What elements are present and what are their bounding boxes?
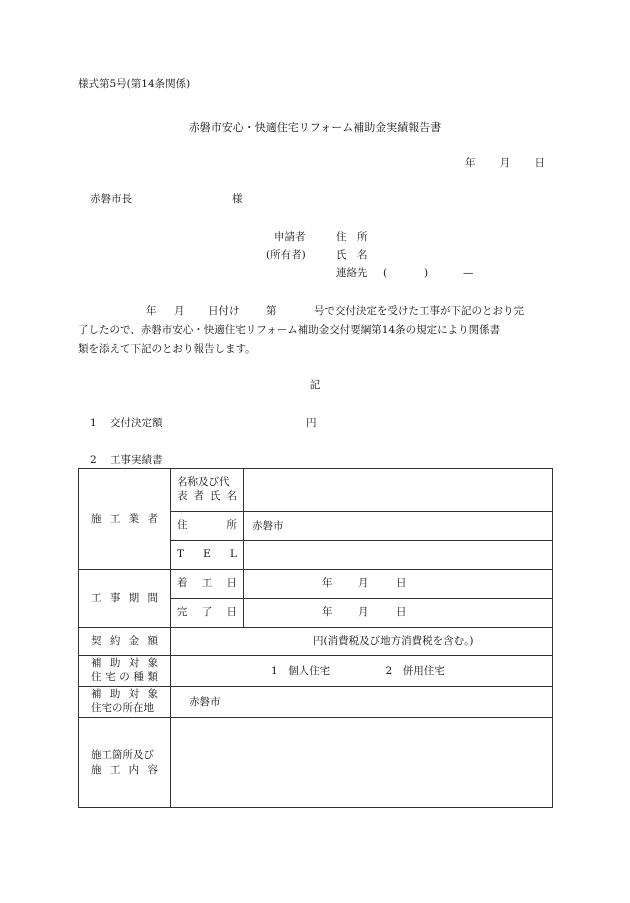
ki-mark: 記 bbox=[309, 379, 321, 391]
end-year: 年 bbox=[322, 606, 333, 618]
work-header-line2: 施 工 内 容 bbox=[91, 763, 158, 776]
address-value[interactable]: 赤磐市 bbox=[244, 512, 553, 541]
contact-dash: — bbox=[463, 267, 474, 279]
body-no: 第 bbox=[266, 305, 277, 317]
location-value[interactable]: 赤磐市 bbox=[171, 687, 553, 718]
tel-label-cell bbox=[171, 541, 244, 570]
rep-name-label-line1: 名称及び代 bbox=[177, 476, 230, 489]
applicant-address-label: 住 所 bbox=[336, 231, 368, 243]
contract-amount-value[interactable] bbox=[171, 628, 553, 656]
body-line3: 類を添えて下記のとおり報告します。 bbox=[78, 343, 256, 355]
item1-label: 交付決定額 bbox=[110, 417, 163, 429]
end-label: 完 了 日 bbox=[177, 606, 237, 619]
applicant-contact-label: 連絡先 bbox=[336, 267, 368, 279]
owner-label: (所有者) bbox=[266, 249, 306, 261]
document-title: 赤磐市安心・快適住宅リフォーム補助金実績報告書 bbox=[188, 121, 442, 134]
body-line2: 了したので、赤磐市安心・快適住宅リフォーム補助金交付要綱第14条の規定により関係書 bbox=[78, 324, 501, 336]
contractor-header: 施 工 業 者 bbox=[91, 512, 158, 525]
location-header-line1: 補 助 対 象 bbox=[91, 688, 158, 701]
date-month-label: 月 bbox=[499, 157, 511, 169]
contract-header-cell bbox=[79, 628, 171, 656]
applicant-name-label: 氏 名 bbox=[336, 249, 368, 261]
location-header-line2: 住宅の所在地 bbox=[91, 702, 154, 714]
work-content-value[interactable] bbox=[171, 718, 553, 808]
work-header-line1: 施工箇所及び bbox=[91, 749, 154, 762]
contract-header: 契 約 金 額 bbox=[91, 635, 158, 648]
applicant-label: 申請者 bbox=[274, 231, 306, 243]
housing-type-header-cell bbox=[79, 656, 171, 687]
housing-type-header-line2: 住 宅 の 種 類 bbox=[91, 671, 158, 683]
end-date-value[interactable] bbox=[244, 599, 553, 628]
start-month: 月 bbox=[358, 577, 369, 589]
addressee-honorific: 様 bbox=[232, 193, 243, 205]
contact-paren-open: ( bbox=[383, 267, 388, 279]
addressee-name: 赤磐市長 bbox=[90, 193, 132, 205]
work-header-cell bbox=[79, 718, 171, 808]
housing-type-value[interactable] bbox=[171, 656, 553, 687]
date-day-label: 日 bbox=[534, 157, 545, 169]
body-year: 年 bbox=[146, 305, 157, 317]
address-label-cell bbox=[171, 512, 244, 541]
start-day: 日 bbox=[396, 577, 407, 589]
address-label: 住 所 bbox=[177, 519, 237, 532]
rep-name-value[interactable] bbox=[244, 469, 553, 512]
form-number: 様式第5号(第14条関係) bbox=[78, 78, 191, 90]
start-date-value[interactable] bbox=[244, 570, 553, 599]
rep-name-label-cell bbox=[171, 469, 244, 512]
work-report-table bbox=[78, 468, 553, 808]
location-header-cell bbox=[79, 687, 171, 718]
start-label: 着 工 日 bbox=[177, 577, 237, 590]
end-day: 日 bbox=[396, 606, 407, 618]
item1-unit: 円 bbox=[306, 417, 317, 429]
contact-paren-close: ) bbox=[424, 267, 429, 279]
tel-value[interactable] bbox=[244, 541, 553, 570]
body-date: 日付け bbox=[208, 305, 240, 317]
date-year-label: 年 bbox=[465, 157, 476, 169]
body-line1-rest: 号で交付決定を受けた工事が下記のとおり完 bbox=[314, 305, 524, 317]
housing-option-private[interactable]: 1 個人住宅 bbox=[271, 664, 331, 677]
rep-name-label-line2: 表 者 氏 名 bbox=[177, 490, 237, 502]
end-label-cell bbox=[171, 599, 244, 628]
period-header-cell bbox=[79, 570, 171, 628]
start-year: 年 bbox=[322, 577, 333, 589]
start-label-cell bbox=[171, 570, 244, 599]
tel-label: T E L bbox=[177, 548, 237, 561]
period-header: 工 事 期 間 bbox=[91, 592, 158, 605]
housing-type-header-line1: 補 助 対 象 bbox=[91, 657, 158, 670]
date-line bbox=[465, 158, 545, 169]
item1-number: 1 bbox=[90, 417, 97, 429]
body-month: 月 bbox=[174, 305, 185, 317]
contractor-header-cell bbox=[79, 469, 171, 570]
item2-label: 工事実績書 bbox=[110, 454, 163, 466]
item2-number: 2 bbox=[90, 454, 97, 466]
housing-option-mixed[interactable]: 2 併用住宅 bbox=[385, 664, 445, 677]
end-month: 月 bbox=[358, 606, 369, 618]
contract-amount-note: 円(消費税及び地方消費税を含む。) bbox=[313, 635, 474, 648]
